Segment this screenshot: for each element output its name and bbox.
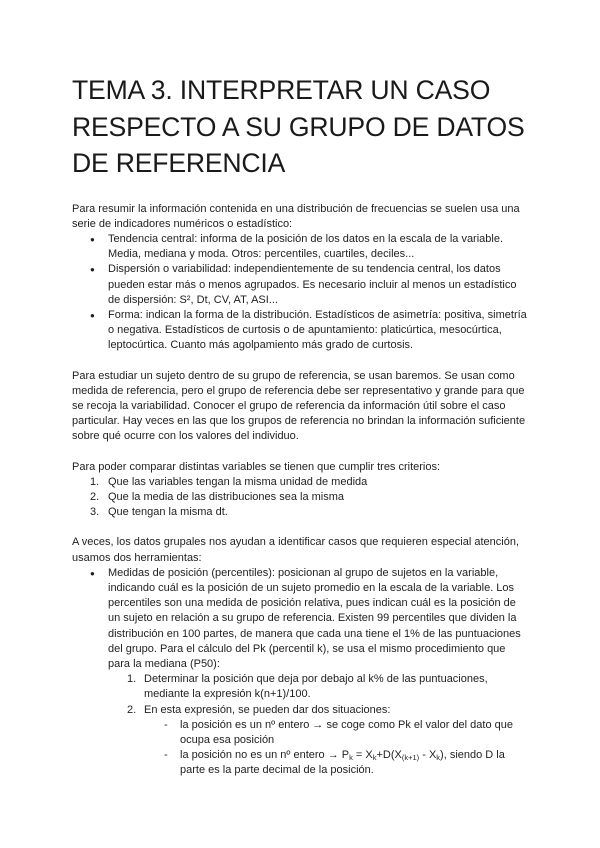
- criteria-list: [72, 475, 528, 521]
- baremos-paragraph: Para estudiar un sujeto dentro de su grupo de referencia, se usan baremos. Se usan como medida de referencia, pero el grupo de referencia debe ser representativo y grande para que se recoja la variabilidad. Conocer el grupo de referencia da información útil sobre el caso particular. Hay veces en las que los grupos de referencia no brindan la información suficiente sobre qué ocurre con los valores del individuo.: [72, 369, 526, 443]
- list-item: 1. Determinar la posición que deja por debajo al k% de las puntuaciones, mediante la expresión k(n+1)/100.: [127, 673, 488, 701]
- list-item: 2. Que la media de las distribuciones sea la misma: [90, 490, 345, 503]
- page-title: TEMA 3. INTERPRETAR UN CASO RESPECTO A SU GRUPO DE DATOS DE REFERENCIA: [72, 75, 525, 178]
- list-item: ● Tendencia central: informa de la posición de los datos en la escala de la variable. Media, mediana y moda. Otros: percentiles, cuartiles, deciles...: [72, 232, 528, 262]
- criteria-intro: Para poder comparar distintas variables se tienen que cumplir tres criterios:: [72, 460, 441, 473]
- list-item: - la posición es un nº entero → se coge como Pk el valor del dato que ocupa esa posición: [164, 718, 513, 746]
- indicator-list: [72, 232, 528, 354]
- list-item: ● Dispersión o variabilidad: independientemente de su tendencia central, los datos pueden estar más o menos agrupados. Es necesario incluir al menos un estadístico de dispersión: S², Dt, CV, AT, ASI...: [72, 262, 528, 308]
- cases-list: [144, 718, 528, 779]
- list-item: - la posición no es un nº entero → $P_k = X_k+D(X_{(k+1)} - X_k)$, siendo D la parte es la parte decimal de la posición.: [164, 749, 505, 777]
- tools-intro: A veces, los datos grupales nos ayudan a identificar casos que requieren especial atención, usamos dos herramientas:: [72, 536, 520, 564]
- tools-list: [72, 566, 528, 779]
- list-item: 1. Que las variables tengan la misma unidad de medida: [90, 475, 368, 488]
- list-item: 3. Que tengan la misma dt.: [90, 506, 228, 519]
- list-item: ● Forma: indican la forma de la distribución. Estadísticos de asimetría: positiva, simetría o negativa. Estadísticos de curtosis o de apuntamiento: platicúrtica, mesocúrtica, leptocúrtica. Cuanto más agolpamiento más grado de curtosis.: [72, 308, 528, 354]
- steps-list: [108, 672, 528, 778]
- list-item: 2. En esta expresión, se pueden dar dos situaciones: - la posición es un nº entero → se coge como Pk el valor del dato que ocupa esa posición - la posición no es un nº entero → $P_k = X_k+D(X_{(k+1)} - X_k)$, siendo D la parte es la parte decimal de la posición.: [108, 703, 528, 779]
- list-item: ● Medidas de posición (percentiles): posicionan al grupo de sujetos en la variable, indicando cuál es la posición de un sujeto promedio en la escala de la variable. Los percentiles son una medida de posición relativa, pues indican cuál es la posición de un sujeto en relación a su grupo de referencia. Existen 99 percentiles que dividen la distribución en 100 partes, de manera que cada una tiene el 1% de las puntuaciones del grupo. Para el cálculo del Pk (percentil k), se usa el mismo procedimiento que para la mediana (P50): 1. Determinar la posición que deja por debajo al k% de las puntuaciones, mediante la expresión k(n+1)/100. 2. En esta expresión, se pueden dar dos situaciones: - la posición es un nº entero → se coge como Pk el valor del dato que ocupa esa posición - la posición no es un nº entero → $P_k = X_k+D(X_{(k+1)} - X_k)$, siendo D la parte es la parte decimal de la posición.: [72, 566, 528, 779]
- intro-paragraph: Para resumir la información contenida en una distribución de frecuencias se suelen usa una serie de indicadores numéricos o estadístico:: [72, 202, 520, 230]
- document-page: [72, 72, 528, 779]
